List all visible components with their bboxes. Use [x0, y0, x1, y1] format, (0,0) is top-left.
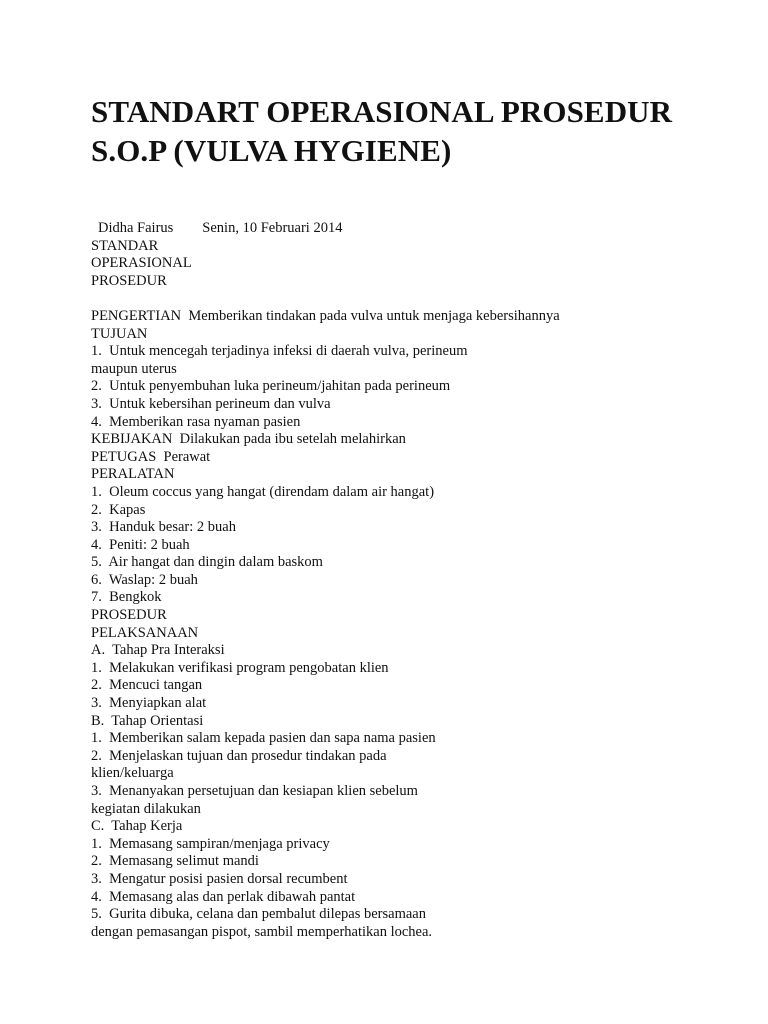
author-date-line: Didha Fairus Senin, 10 Februari 2014: [98, 220, 343, 236]
stage-b-heading: B. Tahap Orientasi: [91, 712, 204, 729]
tujuan-heading: TUJUAN: [91, 325, 148, 342]
stage-a-item: 1. Melakukan verifikasi program pengobatan klien: [91, 659, 389, 676]
peralatan-item: 4. Peniti: 2 buah: [91, 536, 190, 553]
tujuan-item: 1. Untuk mencegah terjadinya infeksi di daerah vulva, perineum: [91, 343, 468, 360]
peralatan-item: 6. Waslap: 2 buah: [91, 571, 198, 588]
stage-b-item: 2. Menjelaskan tujuan dan prosedur tindakan pada: [91, 747, 387, 764]
spacer: [91, 290, 731, 308]
stage-b-item: 3. Menanyakan persetujuan dan kesiapan klien sebelum: [91, 783, 418, 799]
stage-b-item: kegiatan dilakukan: [91, 800, 201, 817]
peralatan-heading: PERALATAN: [91, 466, 175, 483]
stage-a-heading: A. Tahap Pra Interaksi: [91, 642, 225, 659]
document-title: [91, 92, 731, 170]
stage-c-item: 5. Gurita dibuka, celana dan pembalut dilepas bersamaan: [91, 906, 426, 923]
header-block-line-1: STANDAR: [91, 237, 159, 254]
stage-c-item: 1. Memasang sampiran/menjaga privacy: [91, 835, 330, 852]
document-page: [91, 92, 731, 941]
stage-c-heading: C. Tahap Kerja: [91, 818, 183, 835]
title-line-1: STANDART OPERASIONAL PROSEDUR: [91, 94, 673, 129]
pelaksanaan-heading: PELAKSANAAN: [91, 624, 199, 641]
peralatan-item: 7. Bengkok: [91, 589, 162, 606]
peralatan-item: 5. Air hangat dan dingin dalam baskom: [91, 554, 323, 571]
stage-b-item: klien/keluarga: [91, 765, 174, 782]
stage-c-item: 3. Mengatur posisi pasien dorsal recumbent: [91, 870, 348, 887]
pengertian-line: PENGERTIAN Memberikan tindakan pada vulva untuk menjaga kebersihannya: [91, 307, 560, 324]
petugas-line: PETUGAS Perawat: [91, 448, 211, 465]
peralatan-item: 2. Kapas: [91, 501, 146, 518]
title-line-2: S.O.P (VULVA HYGIENE): [91, 133, 452, 168]
peralatan-item: 1. Oleum coccus yang hangat (direndam dalam air hangat): [91, 483, 435, 500]
document-body: [91, 220, 731, 941]
prosedur-heading: PROSEDUR: [91, 607, 167, 624]
tujuan-item: 2. Untuk penyembuhan luka perineum/jahitan pada perineum: [91, 378, 451, 395]
stage-a-item: 2. Mencuci tangan: [91, 677, 203, 694]
stage-c-item: 4. Memasang alas dan perlak dibawah pantat: [91, 888, 356, 905]
header-block-line-3: PROSEDUR: [91, 272, 167, 289]
stage-c-item: 2. Memasang selimut mandi: [91, 853, 259, 870]
peralatan-item: 3. Handuk besar: 2 buah: [91, 519, 236, 536]
tujuan-item: maupun uterus: [91, 360, 177, 377]
stage-b-item: 1. Memberikan salam kepada pasien dan sapa nama pasien: [91, 730, 436, 747]
header-block-line-2: OPERASIONAL: [91, 255, 192, 272]
kebijakan-line: KEBIJAKAN Dilakukan pada ibu setelah melahirkan: [91, 431, 406, 448]
tujuan-item: 3. Untuk kebersihan perineum dan vulva: [91, 395, 331, 412]
stage-a-item: 3. Menyiapkan alat: [91, 695, 207, 712]
stage-c-item: dengan pemasangan pispot, sambil memperhatikan lochea.: [91, 923, 433, 940]
tujuan-item: 4. Memberikan rasa nyaman pasien: [91, 413, 301, 430]
